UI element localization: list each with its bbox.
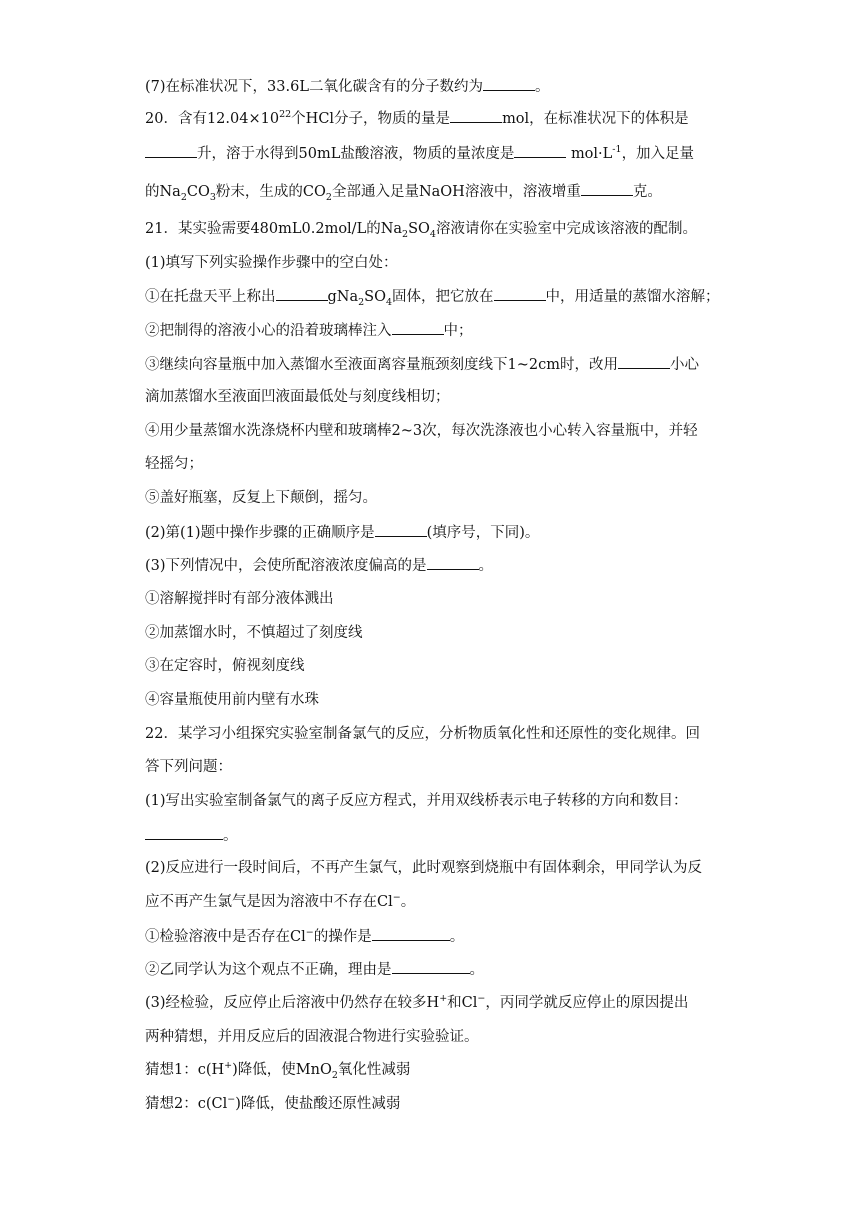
q21-option1: ①溶解搅拌时有部分液体溅出 — [145, 591, 334, 607]
q21-part2: (2)第(1)题中操作步骤的正确顺序是 (填序号，下同)。 — [145, 522, 539, 543]
q20-line1: 20．含有$12.04\times 10^{22}$个HCl分子，物质的量是 mol，在标准状况下的体积是 — [145, 109, 689, 127]
q21-step1: ①在托盘天平上称出 $gNa_2SO_4$固体，把它放在 中，用适量的蒸馏水溶解； — [145, 286, 720, 307]
q22-part1-answer: 。 — [145, 825, 238, 846]
q21-option3: ③在定容时，俯视刻度线 — [145, 658, 305, 674]
q22-part3: (3)经检验，反应停止后溶液中仍然存在较多H+和Cl−，丙同学就反应停止的原因提出 — [145, 993, 689, 1011]
q22-guess2: 猜想2：c(Cl−)降低，使盐酸还原性减弱 — [145, 1094, 401, 1112]
q22-part2-cont: 应不再产生氯气是因为溶液中不存在Cl−。 — [145, 892, 416, 910]
q22-part1: (1)写出实验室制备氯气的离子反应方程式，并用双线桥表示电子转移的方向和数目： — [145, 793, 688, 809]
q22-sub1: ①检验溶液中是否存在Cl−的操作是 。 — [145, 927, 465, 945]
q22-title-cont: 答下列问题： — [145, 759, 232, 775]
q21-option4: ④容量瓶使用前内壁有水珠 — [145, 692, 319, 708]
q21-step3-cont: 滴加蒸馏水至液面凹液面最低处与刻度线相切； — [145, 389, 450, 405]
q21-step4-cont: 轻摇匀； — [145, 456, 203, 472]
q22-part2: (2)反应进行一段时间后，不再产生氯气，此时观察到烧瓶中有固体剩余，甲同学认为反 — [145, 860, 703, 876]
q21-step5: ⑤盖好瓶塞，反复上下颠倒，摇匀。 — [145, 490, 377, 506]
q20-line3: 的$Na_2CO_3$粉末，生成的$CO_2$全部通入足量NaOH溶液中，溶液增重 克。 — [145, 181, 662, 202]
q22-guess1: 猜想1：c(H+)降低，使MnO$_2$氧化性减弱 — [145, 1060, 411, 1081]
q21-part1: (1)填写下列实验操作步骤中的空白处： — [145, 255, 398, 271]
q22-sub2: ②乙同学认为这个观点不正确，理由是 。 — [145, 959, 484, 980]
q19-item7: (7)在标准状况下，33.6L二氧化碳含有的分子数约为 。 — [145, 76, 549, 97]
q21-part3: (3)下列情况中，会使所配溶液浓度偏高的是 。 — [145, 555, 493, 576]
q20-line2: 升，溶于水得到50mL盐酸溶液，物质的量浓度是 $mol\cdot L^{-1}$，加入足量 — [145, 143, 694, 164]
q21-title: 21．某实验需要480mL0.2mol/L的$Na_2SO_4$溶液请你在实验室中完成该溶液的配制。 — [145, 221, 697, 240]
q22-part3-cont: 两种猜想，并用反应后的固液混合物进行实验验证。 — [145, 1029, 479, 1045]
q21-step3: ③继续向容量瓶中加入蒸馏水至液面离容量瓶颈刻度线下1~2cm时，改用 小心 — [145, 354, 699, 375]
q22-title: 22．某学习小组探究实验室制备氯气的反应，分析物质氧化性和还原性的变化规律。回 — [145, 726, 700, 742]
q21-step4: ④用少量蒸馏水洗涤烧杯内壁和玻璃棒2~3次，每次洗涤液也小心转入容量瓶中，并轻 — [145, 423, 698, 439]
q21-step2: ②把制得的溶液小心的沿着玻璃棒注入 中； — [145, 320, 473, 341]
q21-option2: ②加蒸馏水时，不慎超过了刻度线 — [145, 625, 363, 641]
